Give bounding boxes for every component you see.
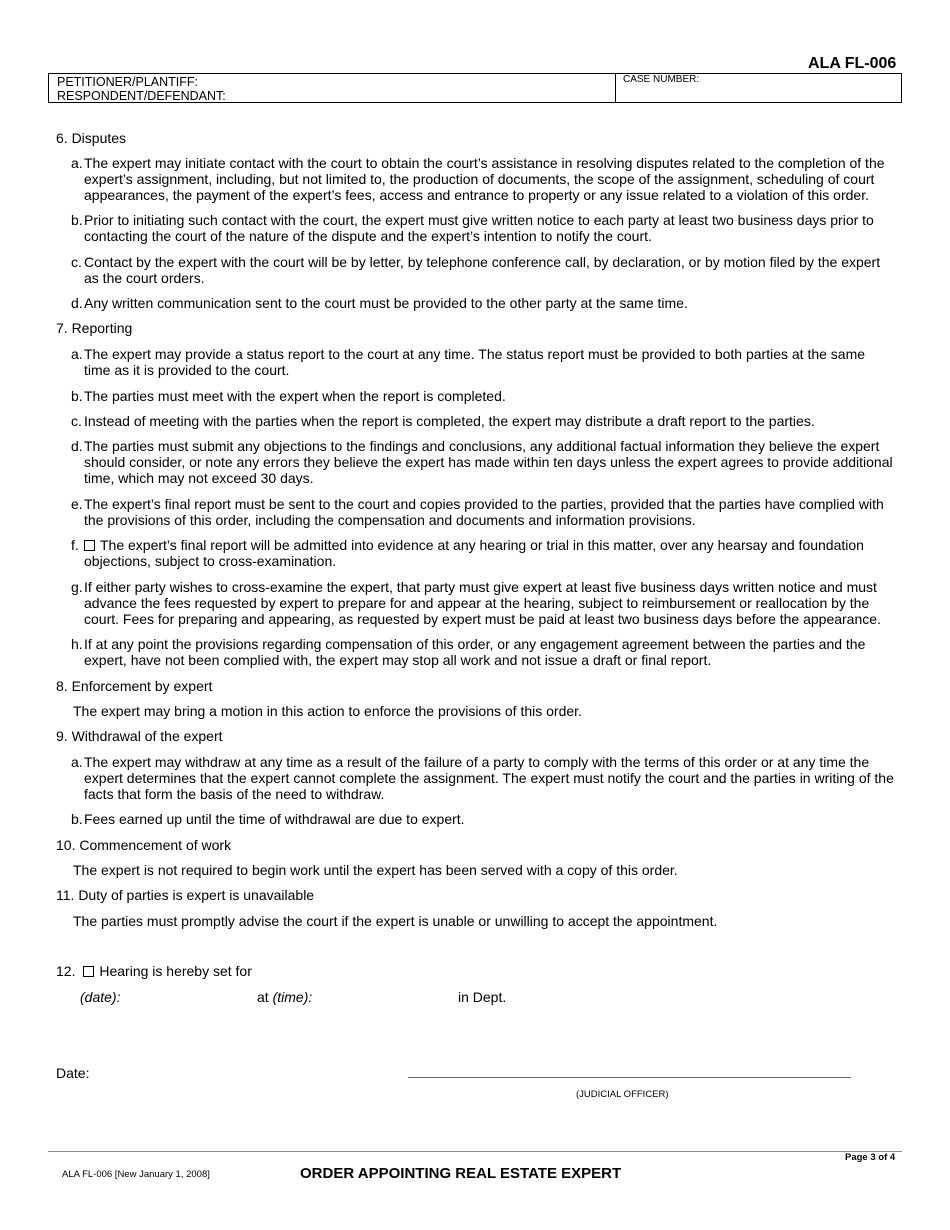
footer-form-revision: ALA FL-006 [New January 1, 2008] [62,1169,210,1180]
section-7d [71,438,895,486]
item-text: Contact by the expert with the court will be by letter, by telephone conference call, by declaration, or by motion filed by the expert as the court orders. [84,254,881,286]
section-9-title: 9. Withdrawal of the expert [56,728,223,744]
item-label: b. [71,388,83,404]
section-7-title: 7. Reporting [56,320,133,336]
admit-report-checkbox[interactable] [84,540,95,551]
item-label: a. [71,346,83,362]
item-label: d. [71,438,83,454]
item-label: f. [71,537,79,553]
section-9a [71,754,895,802]
section-12-title: Hearing is hereby set for [99,963,252,979]
item-text: If at any point the provisions regarding compensation of this order, or any engagement agreement between the parties and the expert, have not been complied with, the expert may stop all work and not issue a draft or final report. [84,636,866,668]
item-label: a. [71,754,83,770]
item-text: Prior to initiating such contact with the court, the expert must give written notice to each party at least two business days prior to contacting the court of the nature of the dispute and the expert’s intention to notify the court. [84,212,874,244]
page-number: Page 3 of 4 [845,1152,896,1163]
section-8-title: 8. Enforcement by expert [56,678,213,694]
hearing-at-label: at [257,989,269,1005]
footer-form-title: ORDER APPOINTING REAL ESTATE EXPERT [300,1165,622,1182]
item-label: c. [71,254,82,270]
section-7g [71,579,895,627]
section-6-title: 6. Disputes [56,130,127,146]
item-label: a. [71,155,83,171]
section-6c [71,254,895,286]
section-12-title-row [56,963,252,979]
section-10-title: 10. Commencement of work [56,837,232,853]
item-text: The expert may withdraw at any time as a result of the failure of a party to comply with the terms of this order or at any time the expert determines that the expert cannot complete the assignment. The expert must notify the court and the parties in writing of the facts that form the basis of the need to withdraw. [84,754,894,802]
item-text: The expert may initiate contact with the court to obtain the court’s assistance in resolving disputes related to the completion of the expert’s assignment, including, but not limited to, the production of documents, the scope of the assignment, scheduling of court appearances, the payment of the expert’s fees, access and entrance to property or any issue related to a violation of this order. [84,155,885,203]
section-9b [71,811,895,827]
section-7e [71,496,895,528]
item-text: Any written communication sent to the court must be provided to the other party at the same time. [84,295,688,311]
section-7a [71,346,895,378]
respondent-label: RESPONDENT/DEFENDANT: [57,89,226,103]
section-6d [71,295,895,311]
item-label: e. [71,496,83,512]
item-label: b. [71,811,83,827]
judicial-officer-label: (JUDICIAL OFFICER) [576,1089,669,1100]
caption-box [48,73,902,103]
section-7c [71,413,895,429]
item-text: The parties must submit any objections to the findings and conclusions, any additional factual information they believe the expert should consider, or note any errors they believe the expert has made within ten days unless the expert agrees to provide additional time, which may not exceed 30 days. [84,438,893,486]
section-7b [71,388,895,404]
caption-divider [615,74,616,102]
hearing-time-row [257,989,312,1005]
section-11-text: The parties must promptly advise the court if the expert is unable or unwilling to accept the appointment. [73,913,718,929]
hearing-time-label: (time): [272,989,313,1005]
section-12-number: 12. [56,963,76,979]
item-text: If either party wishes to cross-examine the expert, that party must give expert at least five business days written notice and must advance the fees requested by expert to prepare for and appear at the hearing, subject to reimbursement or reallocation by the court. Fees for preparing and appearing, as requested by expert must be paid at least two business days before the appearance. [84,579,881,627]
section-11-title: 11. Duty of parties is expert is unavailable [56,887,315,903]
section-7h [71,636,895,668]
hearing-date-label: (date): [80,989,121,1005]
item-text-wrap [84,537,895,569]
footer-rule [48,1151,902,1152]
item-text: The expert may provide a status report to the court at any time. The status report must be provided to both parties at the same time as it is provided to the court. [84,346,866,378]
section-7f [71,537,895,569]
item-label: b. [71,212,83,228]
item-text: The parties must meet with the expert when the report is completed. [84,388,506,404]
item-text: Fees earned up until the time of withdrawal are due to expert. [84,811,465,827]
item-text: The expert’s final report will be admitted into evidence at any hearing or trial in this matter, over any hearsay and foundation objections, subject to cross-examination. [84,537,864,569]
section-8-text: The expert may bring a motion in this action to enforce the provisions of this order. [73,703,582,719]
date-label: Date: [56,1065,90,1081]
section-6a [71,155,895,203]
item-label: d. [71,295,83,311]
form-id: ALA FL-006 [808,55,897,72]
signature-line[interactable] [408,1077,851,1078]
item-label: c. [71,413,82,429]
item-text: Instead of meeting with the parties when the report is completed, the expert may distribute a draft report to the parties. [84,413,815,429]
item-label: g. [71,579,83,595]
hearing-checkbox[interactable] [83,966,94,977]
section-6b [71,212,895,244]
case-number-label: CASE NUMBER: [623,74,700,85]
item-text: The expert’s final report must be sent to the court and copies provided to the parties, provided that the parties have complied with the provisions of this order, including the compensation and documents and information provisions. [84,496,884,528]
petitioner-label: PETITIONER/PLANTIFF: [57,75,198,89]
item-label: h. [71,636,83,652]
section-10-text: The expert is not required to begin work until the expert has been served with a copy of this order. [73,862,678,878]
hearing-dept-label: in Dept. [458,989,507,1005]
